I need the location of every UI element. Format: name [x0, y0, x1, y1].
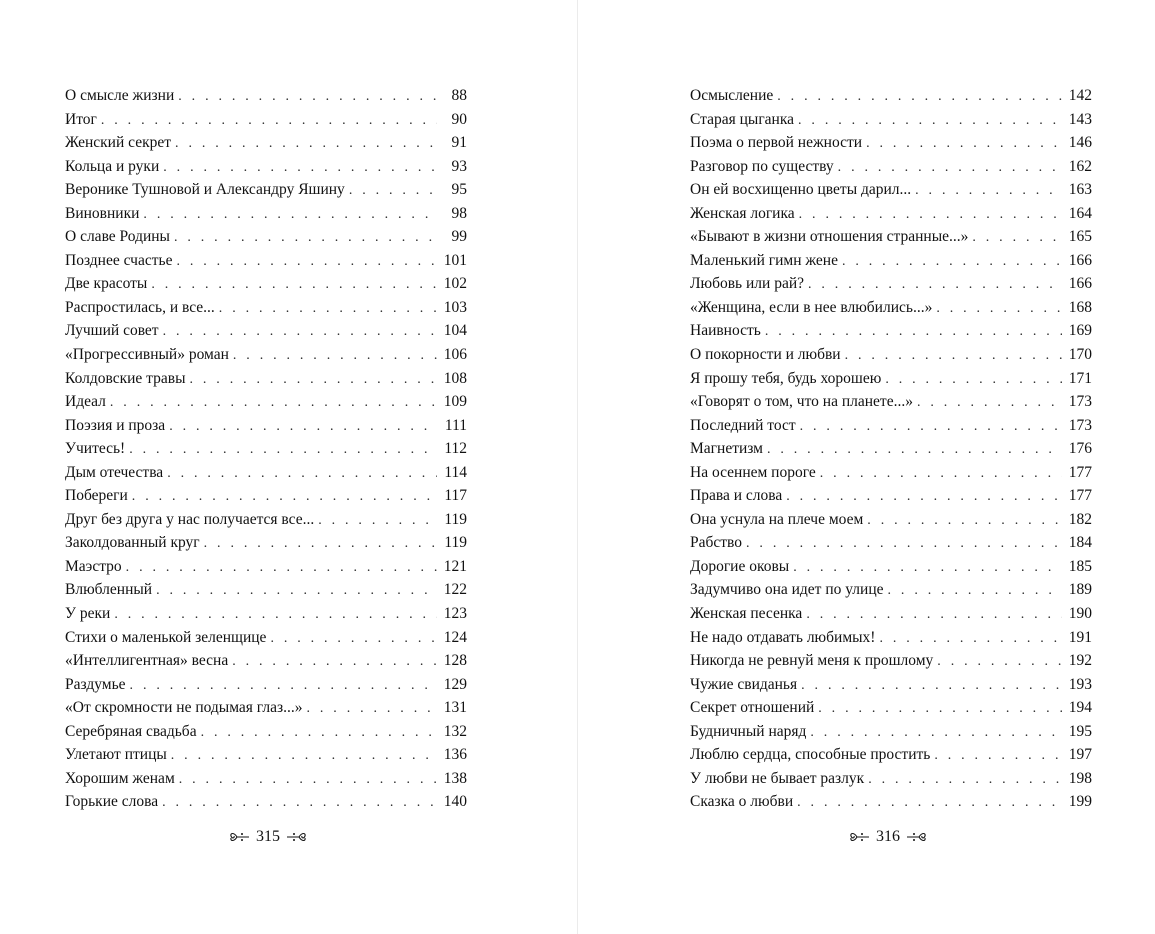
toc-entry — [65, 578, 467, 602]
toc-entry-page: 190 — [1068, 605, 1092, 623]
toc-entry-title: Женский секрет — [65, 134, 172, 152]
ornament-right-icon — [906, 830, 928, 844]
toc-entry-title: Наивность — [690, 322, 761, 340]
toc-entry — [65, 790, 467, 814]
toc-entry-title: Влюбленный — [65, 581, 153, 599]
toc-entry-page: 168 — [1068, 298, 1092, 316]
toc-entry-title: На осеннем пороге — [690, 463, 816, 481]
toc-entry-page: 121 — [443, 557, 467, 575]
dot-leader — [765, 320, 1062, 344]
dot-leader — [190, 368, 438, 392]
dot-leader — [937, 650, 1062, 674]
toc-entry-title: Не надо отдавать любимых! — [690, 628, 876, 646]
toc-entry-title: Позднее счастье — [65, 251, 173, 269]
toc-entry-page: 123 — [443, 605, 467, 623]
toc-entry-title: Колдовские травы — [65, 369, 186, 387]
toc-entry-title: Поэма о первой нежности — [690, 134, 863, 152]
toc-entry-title: Права и слова — [690, 487, 783, 505]
toc-entry-title: Виновники — [65, 204, 140, 222]
dot-leader — [806, 603, 1062, 627]
toc-entry — [690, 508, 1092, 532]
toc-entry-page: 176 — [1068, 440, 1092, 458]
toc-entry-title: «От скромности не подымая глаз...» — [65, 699, 303, 717]
toc-entry-page: 124 — [443, 628, 467, 646]
toc-entry — [690, 555, 1092, 579]
toc-entry-title: Задумчиво она идет по улице — [690, 581, 884, 599]
dot-leader — [867, 509, 1062, 533]
toc-entry — [690, 626, 1092, 650]
toc-entry-title: Разговор по существу — [690, 157, 834, 175]
toc-entry — [65, 131, 467, 155]
page-number-left: 315 — [256, 828, 280, 845]
toc-entry — [65, 84, 467, 108]
dot-leader — [176, 250, 437, 274]
toc-entry-page: 129 — [443, 675, 467, 693]
toc-entry-title: «Бывают в жизни отношения странные...» — [690, 228, 969, 246]
toc-entry-page: 146 — [1068, 134, 1092, 152]
toc-entry-title: Серебряная свадьба — [65, 722, 197, 740]
dot-leader — [818, 697, 1062, 721]
toc-entry-title: Последний тост — [690, 416, 796, 434]
toc-entry-page: 142 — [1068, 87, 1092, 104]
toc-entry-title: Распростилась, и все... — [65, 298, 215, 316]
toc-entry-page: 132 — [443, 722, 467, 740]
dot-leader — [917, 391, 1062, 415]
toc-entry — [690, 249, 1092, 273]
toc-entry — [65, 343, 467, 367]
toc-entry-page: 109 — [443, 393, 467, 411]
dot-leader — [810, 721, 1062, 745]
dot-leader — [866, 132, 1062, 156]
dot-leader — [169, 415, 437, 439]
dot-leader — [885, 368, 1062, 392]
toc-entry-page: 170 — [1068, 346, 1092, 364]
toc-entry-title: Стихи о маленькой зеленщице — [65, 628, 267, 646]
toc-entry — [690, 649, 1092, 673]
page-number-right: 316 — [876, 828, 900, 845]
toc-entry-title: Хорошим женам — [65, 769, 175, 787]
toc-entry — [65, 202, 467, 226]
toc-entry — [65, 461, 467, 485]
toc-entry-title: Рабство — [690, 534, 743, 552]
toc-entry-title: Люблю сердца, способные простить — [690, 746, 931, 764]
dot-leader — [936, 297, 1062, 321]
toc-entry — [65, 602, 467, 626]
toc-list-right — [690, 84, 1092, 814]
toc-entry-page: 166 — [1068, 275, 1092, 293]
dot-leader — [799, 203, 1062, 227]
toc-entry — [690, 578, 1092, 602]
toc-entry-title: Две красоты — [65, 275, 148, 293]
toc-entry — [690, 790, 1092, 814]
folio-left — [228, 828, 308, 846]
toc-entry — [65, 531, 467, 555]
dot-leader — [162, 791, 437, 815]
toc-entry-page: 111 — [444, 416, 467, 434]
toc-entry — [690, 84, 1092, 108]
toc-entry — [690, 319, 1092, 343]
toc-entry — [690, 720, 1092, 744]
toc-entry-page: 138 — [443, 769, 467, 787]
toc-entry-page: 198 — [1068, 769, 1092, 787]
dot-leader — [797, 791, 1062, 815]
dot-leader — [132, 485, 437, 509]
toc-entry-title: Дым отечества — [65, 463, 164, 481]
toc-entry-page: 191 — [1068, 628, 1092, 646]
toc-entry-title: О покорности и любви — [690, 346, 841, 364]
toc-entry — [690, 225, 1092, 249]
toc-entry-page: 184 — [1068, 534, 1092, 552]
dot-leader — [114, 603, 437, 627]
toc-entry — [65, 272, 467, 296]
dot-leader — [318, 509, 437, 533]
toc-entry — [690, 272, 1092, 296]
toc-entry-title: Раздумье — [65, 675, 126, 693]
dot-leader — [201, 721, 437, 745]
toc-entry — [65, 484, 467, 508]
toc-entry-page: 173 — [1068, 416, 1092, 434]
toc-entry — [690, 131, 1092, 155]
toc-entry-title: Друг без друга у нас получается все... — [65, 510, 315, 528]
toc-entry — [65, 178, 467, 202]
left-page — [0, 0, 577, 934]
toc-entry-page: 131 — [443, 699, 467, 717]
toc-entry-title: Никогда не ревнуй меня к прошлому — [690, 652, 934, 670]
toc-entry-page: 193 — [1068, 675, 1092, 693]
toc-entry — [65, 743, 467, 767]
toc-entry-page: 90 — [451, 110, 467, 128]
dot-leader — [204, 532, 437, 556]
toc-entry-title: О славе Родины — [65, 228, 170, 246]
toc-entry-title: О смысле жизни — [65, 87, 175, 104]
toc-entry-page: 165 — [1068, 228, 1092, 246]
dot-leader — [801, 674, 1062, 698]
toc-entry-title: Заколдованный круг — [65, 534, 200, 552]
toc-entry-page: 128 — [443, 652, 467, 670]
toc-entry-page: 199 — [1068, 793, 1092, 811]
toc-entry-page: 114 — [444, 463, 467, 481]
toc-entry-title: Кольца и руки — [65, 157, 160, 175]
toc-entry-title: Улетают птицы — [65, 746, 167, 764]
toc-entry — [65, 720, 467, 744]
toc-entry-page: 103 — [443, 298, 467, 316]
dot-leader — [879, 627, 1062, 651]
toc-entry-title: «Прогрессивный» роман — [65, 346, 229, 364]
toc-entry-title: Он ей восхищенно цветы дарил... — [690, 181, 912, 199]
toc-entry — [690, 343, 1092, 367]
toc-entry-page: 122 — [443, 581, 467, 599]
ornament-left-icon — [848, 830, 870, 844]
dot-leader — [786, 485, 1062, 509]
toc-entry-page: 136 — [443, 746, 467, 764]
toc-entry — [65, 249, 467, 273]
dot-leader — [233, 344, 437, 368]
toc-entry-page: 197 — [1068, 746, 1092, 764]
toc-entry — [65, 508, 467, 532]
dot-leader — [101, 109, 437, 133]
toc-entry-page: 177 — [1068, 463, 1092, 481]
dot-leader — [171, 744, 437, 768]
toc-entry-title: Лучший совет — [65, 322, 159, 340]
toc-entry-title: Маэстро — [65, 557, 122, 575]
toc-entry — [65, 296, 467, 320]
toc-entry-title: Секрет отношений — [690, 699, 815, 717]
toc-entry-page: 119 — [444, 534, 467, 552]
toc-entry-page: 166 — [1068, 251, 1092, 269]
toc-entry — [65, 437, 467, 461]
toc-list-left — [65, 84, 467, 814]
dot-leader — [174, 226, 437, 250]
toc-entry — [690, 108, 1092, 132]
dot-leader — [820, 462, 1062, 486]
dot-leader — [167, 462, 437, 486]
toc-entry-title: «Говорят о том, что на планете...» — [690, 393, 913, 411]
toc-entry-page: 108 — [443, 369, 467, 387]
toc-entry-page: 195 — [1068, 722, 1092, 740]
toc-entry-page: 171 — [1068, 369, 1092, 387]
right-page — [578, 0, 1155, 934]
toc-entry-page: 91 — [451, 134, 467, 152]
toc-entry — [65, 225, 467, 249]
dot-leader — [179, 768, 437, 792]
dot-leader — [793, 556, 1062, 580]
dot-leader — [934, 744, 1062, 768]
toc-entry-page: 102 — [443, 275, 467, 293]
dot-leader — [915, 179, 1062, 203]
folio-right — [848, 828, 928, 846]
toc-entry-title: Любовь или рай? — [690, 275, 804, 293]
toc-entry-title: Учитесь! — [65, 440, 126, 458]
toc-entry-page: 164 — [1068, 204, 1092, 222]
dot-leader — [307, 697, 438, 721]
toc-entry — [690, 484, 1092, 508]
toc-entry-page: 185 — [1068, 557, 1092, 575]
toc-entry — [65, 414, 467, 438]
dot-leader — [143, 203, 437, 227]
toc-entry-title: Она уснула на плече моем — [690, 510, 864, 528]
toc-entry-page: 112 — [444, 440, 467, 458]
toc-entry-title: Итог — [65, 110, 97, 128]
toc-entry-page: 93 — [451, 157, 467, 175]
toc-entry-page: 192 — [1068, 652, 1092, 670]
toc-entry — [690, 414, 1092, 438]
toc-entry-page: 104 — [443, 322, 467, 340]
toc-entry-page: 162 — [1068, 157, 1092, 175]
toc-entry-title: Осмысление — [690, 87, 774, 104]
dot-leader — [349, 179, 437, 203]
toc-entry-page: 101 — [443, 251, 467, 269]
toc-entry — [690, 202, 1092, 226]
toc-entry — [690, 743, 1092, 767]
toc-entry-title: Идеал — [65, 393, 106, 411]
toc-entry-page: 98 — [451, 204, 467, 222]
dot-leader — [130, 674, 437, 698]
toc-entry — [65, 673, 467, 697]
toc-entry — [65, 767, 467, 791]
toc-entry — [65, 649, 467, 673]
toc-entry-title: Женская песенка — [690, 605, 803, 623]
toc-entry-title: Чужие свиданья — [690, 675, 798, 693]
ornament-left-icon — [228, 830, 250, 844]
toc-entry-page: 95 — [451, 181, 467, 199]
dot-leader — [219, 297, 437, 321]
toc-entry-page: 182 — [1068, 510, 1092, 528]
ornament-right-icon — [286, 830, 308, 844]
toc-entry — [690, 673, 1092, 697]
dot-leader — [842, 250, 1062, 274]
toc-entry-page: 88 — [451, 87, 467, 104]
dot-leader — [798, 109, 1062, 133]
toc-entry-title: Поэзия и проза — [65, 416, 166, 434]
dot-leader — [972, 226, 1062, 250]
dot-leader — [800, 415, 1062, 439]
dot-leader — [156, 579, 437, 603]
toc-entry-title: «Интеллигентная» весна — [65, 652, 229, 670]
toc-entry-page: 173 — [1068, 393, 1092, 411]
dot-leader — [845, 344, 1062, 368]
toc-entry — [690, 531, 1092, 555]
toc-entry — [65, 367, 467, 391]
toc-entry-page: 140 — [443, 793, 467, 811]
toc-entry-page: 189 — [1068, 581, 1092, 599]
toc-entry-title: У любви не бывает разлук — [690, 769, 865, 787]
dot-leader — [868, 768, 1062, 792]
toc-entry — [65, 626, 467, 650]
toc-entry-page: 177 — [1068, 487, 1092, 505]
dot-leader — [270, 627, 437, 651]
dot-leader — [178, 85, 437, 109]
dot-leader — [110, 391, 437, 415]
dot-leader — [163, 156, 437, 180]
dot-leader — [888, 579, 1062, 603]
toc-entry-title: Старая цыганка — [690, 110, 795, 128]
toc-entry-title: Сказка о любви — [690, 793, 794, 811]
dot-leader — [129, 438, 437, 462]
dot-leader — [126, 556, 437, 580]
toc-entry — [690, 767, 1092, 791]
toc-entry — [65, 155, 467, 179]
toc-entry — [690, 602, 1092, 626]
toc-entry-page: 99 — [451, 228, 467, 246]
toc-entry — [65, 696, 467, 720]
toc-entry-title: Будничный наряд — [690, 722, 807, 740]
toc-entry — [65, 319, 467, 343]
dot-leader — [163, 320, 437, 344]
toc-entry-title: «Женщина, если в нее влюбились...» — [690, 298, 933, 316]
dot-leader — [746, 532, 1062, 556]
dot-leader — [808, 273, 1062, 297]
dot-leader — [838, 156, 1062, 180]
toc-entry — [690, 461, 1092, 485]
toc-entry — [690, 390, 1092, 414]
toc-entry-title: Веронике Тушновой и Александру Яшину — [65, 181, 345, 199]
toc-entry — [690, 437, 1092, 461]
toc-entry — [690, 155, 1092, 179]
toc-entry-title: Маленький гимн жене — [690, 251, 838, 269]
toc-entry-page: 143 — [1068, 110, 1092, 128]
toc-entry — [65, 108, 467, 132]
dot-leader — [777, 85, 1062, 109]
dot-leader — [151, 273, 437, 297]
dot-leader — [767, 438, 1062, 462]
toc-entry — [690, 696, 1092, 720]
toc-entry-page: 106 — [443, 346, 467, 364]
toc-entry-page: 194 — [1068, 699, 1092, 717]
toc-entry-title: Горькие слова — [65, 793, 159, 811]
toc-entry-page: 119 — [444, 510, 467, 528]
toc-entry-title: Магнетизм — [690, 440, 763, 458]
toc-entry — [690, 178, 1092, 202]
dot-leader — [232, 650, 437, 674]
toc-entry — [690, 296, 1092, 320]
toc-entry — [65, 390, 467, 414]
dot-leader — [175, 132, 437, 156]
toc-entry-title: Женская логика — [690, 204, 795, 222]
toc-entry-page: 117 — [444, 487, 467, 505]
toc-entry — [65, 555, 467, 579]
toc-entry-title: Побереги — [65, 487, 128, 505]
toc-entry-title: Дорогие оковы — [690, 557, 790, 575]
toc-entry-title: У реки — [65, 605, 111, 623]
toc-entry-page: 163 — [1068, 181, 1092, 199]
toc-entry-title: Я прошу тебя, будь хорошею — [690, 369, 882, 387]
toc-entry — [690, 367, 1092, 391]
toc-entry-page: 169 — [1068, 322, 1092, 340]
